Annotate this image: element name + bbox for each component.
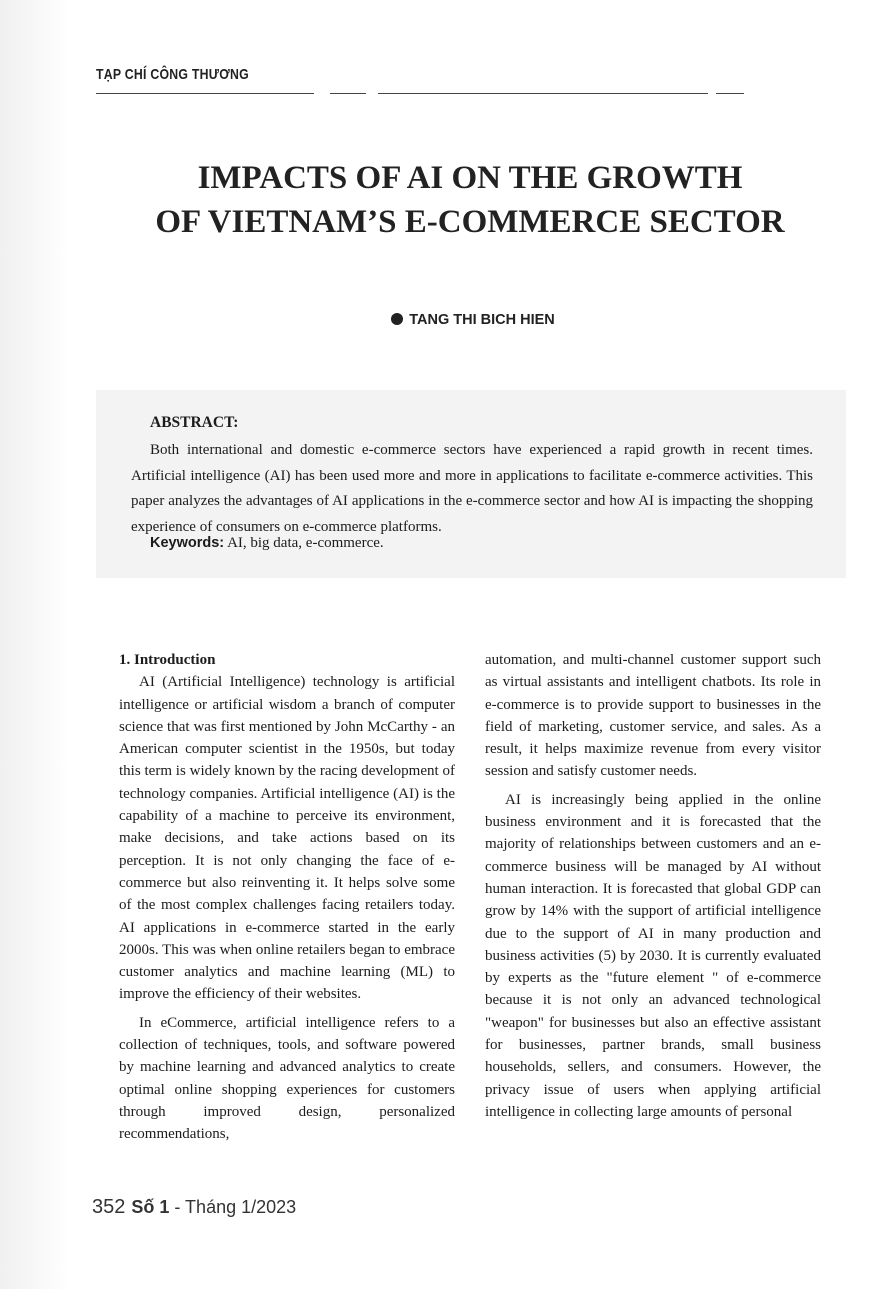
paragraph: AI is increasingly being applied in the online business environment and it is forecasted that the majority of relationships between customers and an e-commerce business will be managed by AI without human interaction. It is forecasted that global GDP can grow by 14% with the support of artificial intelligence due to the support of AI in many production and business activities (5) by 2030. It is currently evaluated by experts as the "future element " of e-commerce because it is not only an advanced technological "weapon" for businesses but also an effective assistant for businesses, partner brands, small business households, sellers, and consumers. However, the privacy issue of users when applying artificial intelligence in collecting large amounts of personal <box>485 791 821 1120</box>
right-column <box>485 649 821 1123</box>
header-rule <box>330 93 366 94</box>
header-rule <box>378 93 708 94</box>
keywords <box>150 535 384 552</box>
section-heading: 1. Introduction <box>119 652 216 668</box>
paragraph: In eCommerce, artificial intelligence refers to a collection of techniques, tools, and software powered by machine learning and advanced analytics to create optimal online shopping experiences for customers through improved design, personalized recommendations, <box>119 1014 455 1143</box>
header-rule <box>96 93 314 94</box>
paragraph: automation, and multi-channel customer support such as virtual assistants and intelligent chatbots. Its role in e-commerce is to provide support to businesses in the field of marketing, customer service, and sales. As a result, it helps maximize revenue from every visitor session and satisfy customer needs. <box>485 652 821 780</box>
abstract-text: Both international and domestic e-commerce sectors have experienced a rapid growth in recent times. Artificial intelligence (AI) has been used more and more in applications to facilitate e-commerce activities. This paper analyzes the advantages of AI applications in the e-commerce sector and how AI is impacting the shopping experience of consumers on e-commerce platforms. <box>131 442 813 535</box>
author-line <box>0 312 876 328</box>
header-rule <box>716 93 744 94</box>
title-line-2: OF VIETNAM’S E-COMMERCE SECTOR <box>155 204 785 240</box>
page-number: 352 <box>92 1196 126 1218</box>
article-title <box>60 156 876 244</box>
keywords-label: Keywords: <box>150 535 225 551</box>
author-name: TANG THI BICH HIEN <box>409 312 555 328</box>
keywords-list: AI, big data, e-commerce. <box>224 535 384 551</box>
bullet-icon <box>391 313 403 325</box>
abstract-heading: ABSTRACT: <box>150 414 239 431</box>
journal-name: TẠP CHÍ CÔNG THƯƠNG <box>96 66 249 83</box>
page-footer <box>92 1196 296 1219</box>
issue-date: - Tháng 1/2023 <box>169 1197 297 1217</box>
left-column <box>119 649 455 1146</box>
title-line-1: IMPACTS OF AI ON THE GROWTH <box>197 160 743 196</box>
issue-number: Số 1 <box>131 1197 170 1217</box>
paragraph: AI (Artificial Intelligence) technology is artificial intelligence or artificial wisdom a branch of computer science that was first mentioned by John McCarthy - an American computer scientist in the 1950s, but today this term is widely known by the racing development of technology companies. Artificial intelligence (AI) is the capability of a machine to perceive its environment, make decisions, and take actions based on its perception. It is not only changing the face of e-commerce but also reinventing it. It helps solve some of the most complex challenges facing retailers today. AI applications in e-commerce started in the early 2000s. This was when online retailers began to embrace customer analytics and machine learning (ML) to improve the efficiency of their websites. <box>119 674 455 1003</box>
